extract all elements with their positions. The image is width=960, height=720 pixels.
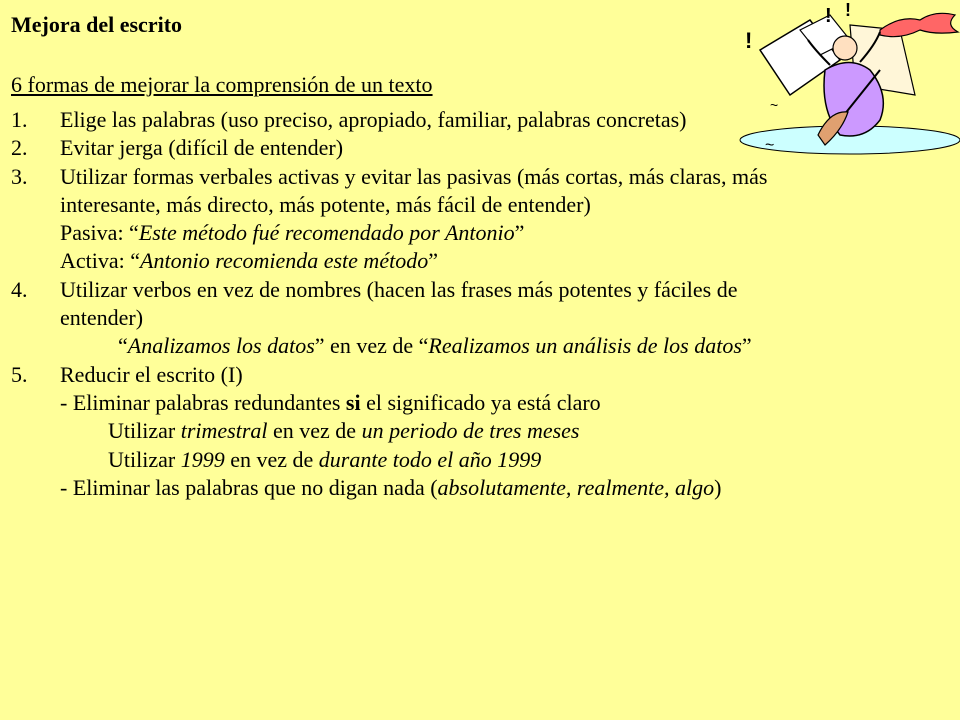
verb-example [11,332,951,360]
passive-sentence: Este método fué recomendado por Antonio [138,220,515,246]
svg-text:!: ! [825,5,832,27]
example-b: un periodo de tres meses [361,418,580,444]
passive-example [11,219,951,247]
connector: en vez de [267,418,362,444]
item-number: 5. [11,361,28,387]
active-example [11,247,951,275]
item-text: Utilizar formas verbales activas y evitar las pasivas (más cortas, más claras, más [60,163,768,189]
passive-label: Pasiva: “ [60,220,139,246]
item-number: 4. [11,276,28,302]
active-label: Activa: “ [60,248,141,274]
example-1999 [11,446,951,474]
tips-list [11,106,951,502]
bullet-text-pre: - Eliminar las palabras que no digan nada ( [60,474,438,500]
active-sentence: Antonio recomienda este método [140,248,429,274]
example-pre: Utilizar [108,418,181,444]
slide-subtitle: 6 formas de mejorar la comprensión de un texto [11,72,433,97]
quote-close: ” [741,333,752,359]
svg-text:!: ! [845,0,851,20]
svg-text:!: ! [745,28,753,53]
bullet-text-pre: - Eliminar palabras redundantes [60,389,346,415]
list-item-5 [11,361,951,389]
quote-open: “ [118,333,128,359]
list-item-4-cont [11,304,951,332]
svg-text:~: ~ [770,97,779,113]
item-text: entender) [60,305,144,331]
example-b: durante todo el año 1999 [318,446,542,472]
connector: en vez de [224,446,319,472]
example-a: 1999 [180,446,225,472]
item-text: interesante, más directo, más potente, más fácil de entender) [60,191,591,217]
item-text: Elige las palabras (uso preciso, apropiado, familiar, palabras concretas) [60,107,687,132]
slide-title: Mejora del escrito [11,12,183,37]
item-number: 1. [11,107,28,132]
example-pre: Utilizar [108,446,181,472]
example-b: Realizamos un análisis de los datos [428,333,742,359]
item-number: 3. [11,163,28,189]
frustrated-writer-clipart-icon [730,0,960,160]
list-item-3 [11,163,951,191]
bullet-text-post: ) [714,474,722,500]
bullet-redundant [11,389,951,417]
quote-close: ” [514,220,525,246]
bullet-text-post: el significado ya está claro [360,389,601,415]
connector: ” en vez de “ [314,333,429,359]
example-trimestral [11,417,951,445]
bullet-italic: absolutamente, realmente, algo [437,474,715,500]
item-text: Evitar jerga (difícil de entender) [60,135,344,161]
bullet-bold: si [345,389,361,415]
bullet-empty-words [11,474,951,502]
list-item-4 [11,276,951,304]
example-a: trimestral [180,418,268,444]
list-item-3-cont [11,191,951,219]
item-number: 2. [11,135,28,161]
example-a: Analizamos los datos [127,333,315,359]
quote-close: ” [428,248,438,274]
svg-text:~: ~ [765,137,775,154]
item-text: Reducir el escrito (I) [60,361,243,387]
item-text: Utilizar verbos en vez de nombres (hacen las frases más potentes y fáciles de [60,276,738,302]
